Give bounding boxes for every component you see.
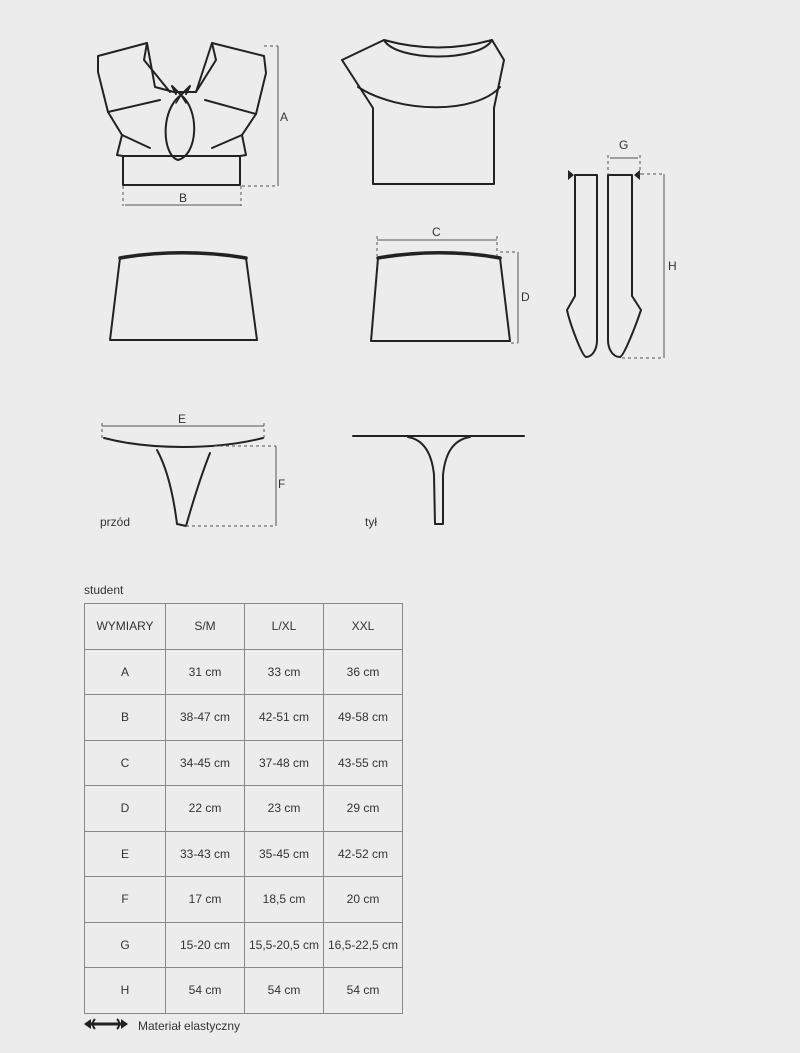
table-cell: 23 cm [245, 786, 324, 832]
table-cell: E [85, 831, 166, 877]
table-cell: 34-45 cm [166, 740, 245, 786]
thong-front-sketch [104, 438, 263, 526]
dimension-g [608, 155, 640, 175]
thong-back-sketch [353, 436, 524, 524]
table-cell: 35-45 cm [245, 831, 324, 877]
dimension-a [242, 46, 278, 186]
table-cell: 54 cm [324, 968, 403, 1014]
table-cell: G [85, 922, 166, 968]
table-cell: C [85, 740, 166, 786]
table-cell: 29 cm [324, 786, 403, 832]
table-row [85, 877, 403, 923]
table-cell: 16,5-22,5 cm [324, 922, 403, 968]
top-front-sketch [98, 43, 266, 185]
table-cell: 18,5 cm [245, 877, 324, 923]
table-row [85, 786, 403, 832]
table-header-row [85, 604, 403, 650]
elastic-arrow-icon [84, 1018, 128, 1033]
table-row [85, 649, 403, 695]
front-caption: przód [100, 515, 131, 529]
legend-text: Materiał elastyczny [138, 1018, 241, 1033]
table-cell: D [85, 786, 166, 832]
label-h: H [668, 259, 677, 273]
label-e: E [178, 412, 187, 426]
table-cell: 22 cm [166, 786, 245, 832]
table-cell: 33-43 cm [166, 831, 245, 877]
table-row [85, 831, 403, 877]
table-cell: F [85, 877, 166, 923]
header-cell: S/M [166, 604, 245, 650]
label-d: D [521, 290, 530, 304]
table-cell: 15-20 cm [166, 922, 245, 968]
table-row [85, 740, 403, 786]
table-cell: 43-55 cm [324, 740, 403, 786]
table-cell: 49-58 cm [324, 695, 403, 741]
table-cell: 31 cm [166, 649, 245, 695]
label-c: C [432, 225, 441, 239]
table-cell: 38-47 cm [166, 695, 245, 741]
table-cell: 15,5-20,5 cm [245, 922, 324, 968]
top-back-sketch [342, 40, 504, 184]
label-g: G [619, 138, 629, 152]
table-row [85, 922, 403, 968]
table-cell: 54 cm [245, 968, 324, 1014]
table-cell: 17 cm [166, 877, 245, 923]
table-cell: H [85, 968, 166, 1014]
header-cell: XXL [324, 604, 403, 650]
label-b: B [179, 191, 188, 205]
label-f: F [278, 477, 286, 491]
table-cell: A [85, 649, 166, 695]
legend [84, 1018, 240, 1033]
table-cell: 33 cm [245, 649, 324, 695]
table-cell: 36 cm [324, 649, 403, 695]
skirt-front-sketch [110, 253, 257, 340]
header-cell: L/XL [245, 604, 324, 650]
dimension-h [622, 174, 664, 358]
label-a: A [280, 110, 289, 124]
dimension-f [186, 446, 276, 526]
size-table [84, 603, 403, 1014]
table-cell: 20 cm [324, 877, 403, 923]
table-cell: 37-48 cm [245, 740, 324, 786]
table-cell: 54 cm [166, 968, 245, 1014]
back-caption: tył [365, 515, 377, 529]
stockings-sketch [567, 175, 641, 357]
table-cell: 42-51 cm [245, 695, 324, 741]
table-cell: B [85, 695, 166, 741]
table-cell: 42-52 cm [324, 831, 403, 877]
table-row [85, 968, 403, 1014]
table-title: student [84, 583, 124, 597]
header-cell: WYMIARY [85, 604, 166, 650]
table-row [85, 695, 403, 741]
skirt-back-sketch [371, 253, 510, 341]
